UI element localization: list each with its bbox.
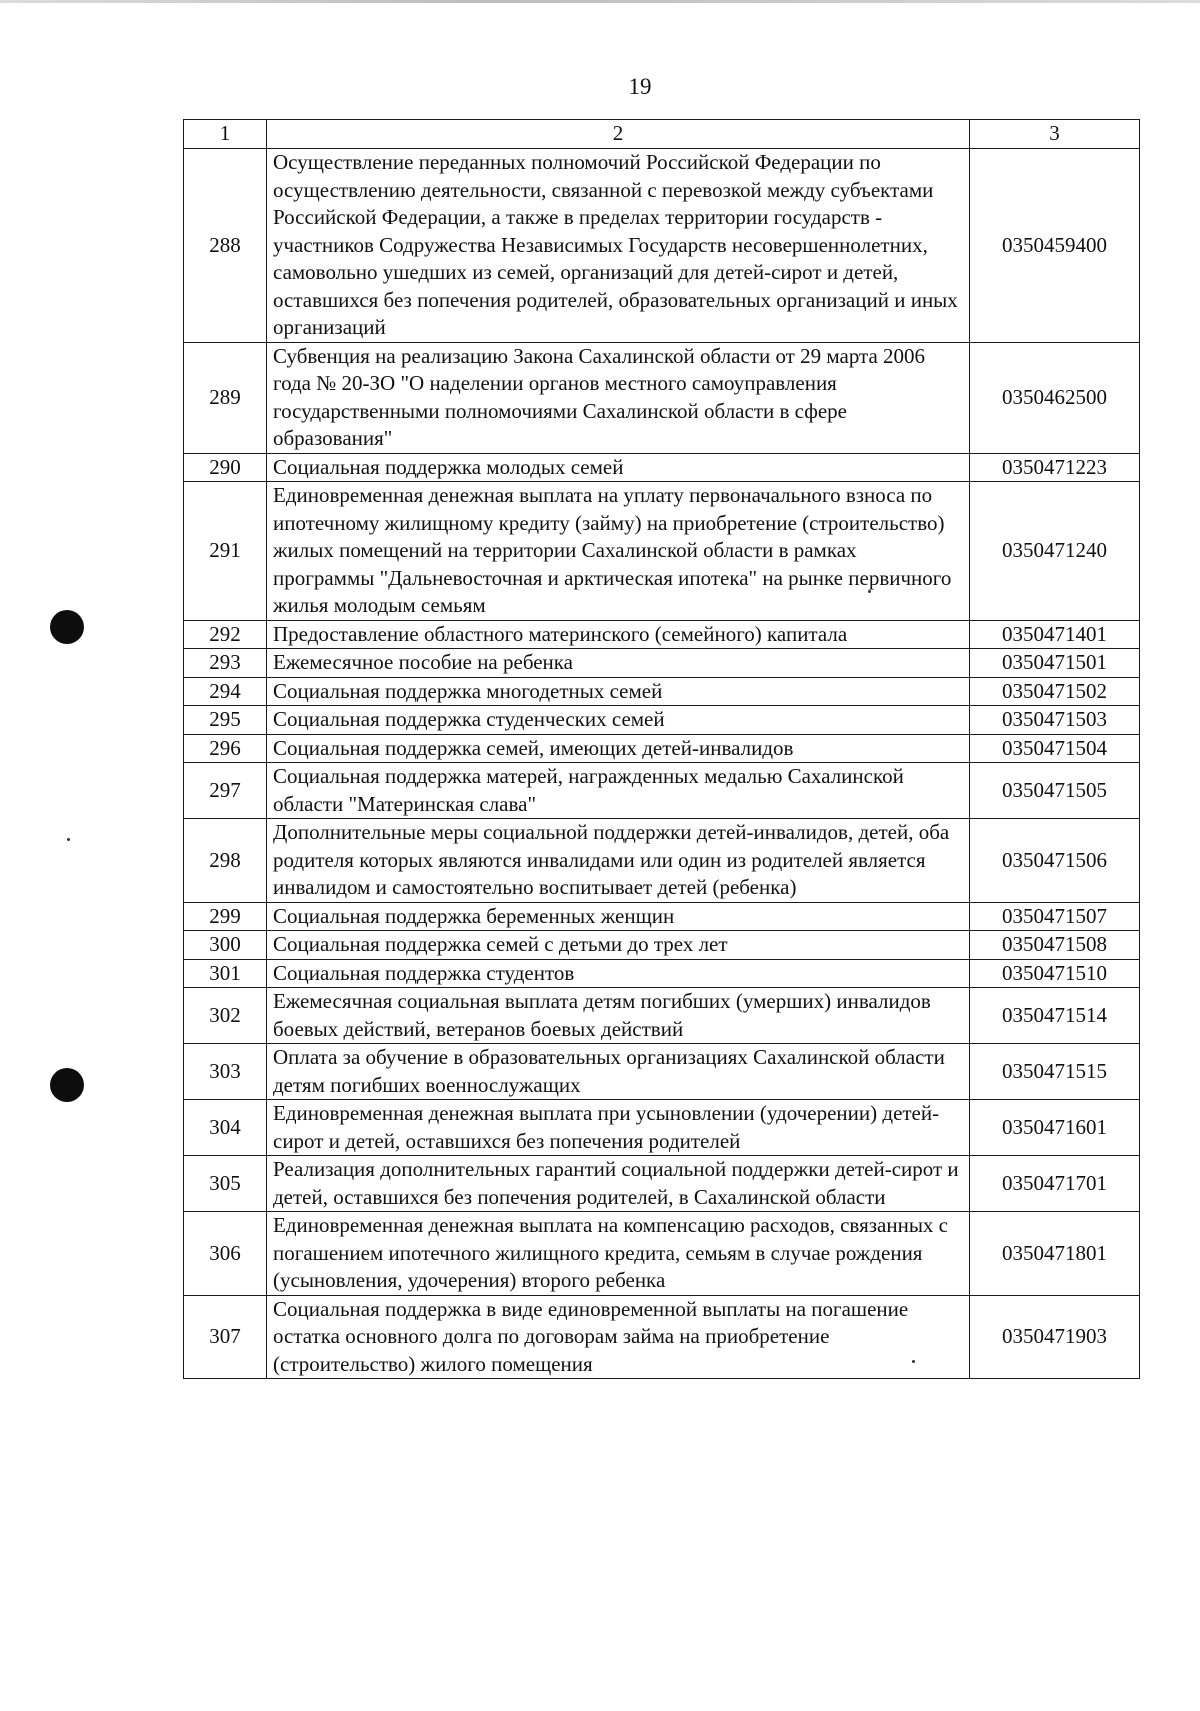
row-number-cell: 290: [184, 453, 267, 482]
row-number-cell: 295: [184, 706, 267, 735]
row-description-cell: Социальная поддержка беременных женщин: [267, 902, 970, 931]
row-code-cell: 0350471506: [970, 819, 1140, 903]
table-row: [184, 1100, 1140, 1156]
row-description-cell: Предоставление областного материнского (семейного) капитала: [267, 620, 970, 649]
row-number-cell: 288: [184, 149, 267, 343]
table-row: [184, 149, 1140, 343]
row-description-cell: Оплата за обучение в образовательных организациях Сахалинской области детям погибших военнослужащих: [267, 1044, 970, 1100]
row-code-cell: 0350471515: [970, 1044, 1140, 1100]
scan-top-edge: [0, 0, 1200, 3]
row-code-cell: 0350471601: [970, 1100, 1140, 1156]
row-code-cell: 0350471401: [970, 620, 1140, 649]
table-row: [184, 959, 1140, 988]
table-row: [184, 1044, 1140, 1100]
row-description-cell: Единовременная денежная выплата на уплату первоначального взноса по ипотечному жилищному кредиту (займу) на приобретение (строительство) жилых помещений на территории Сахалинской области в рамках программы "Дальневосточная и арктическая ипотека" на рынке первичного жилья молодым семьям: [267, 482, 970, 621]
row-description-cell: Единовременная денежная выплата на компенсацию расходов, связанных с погашением ипотечного жилищного кредита, семьям в случае рождения (усыновления, удочерения) второго ребенка: [267, 1212, 970, 1296]
row-number-cell: 299: [184, 902, 267, 931]
table-row: [184, 988, 1140, 1044]
row-code-cell: 0350471503: [970, 706, 1140, 735]
row-description-cell: Ежемесячная социальная выплата детям погибших (умерших) инвалидов боевых действий, ветеранов боевых действий: [267, 988, 970, 1044]
row-description-cell: Единовременная денежная выплата при усыновлении (удочерении) детей-сирот и детей, оставшихся без попечения родителей: [267, 1100, 970, 1156]
row-code-cell: 0350471510: [970, 959, 1140, 988]
budget-classification-table: [183, 119, 1140, 1379]
row-code-cell: 0350471501: [970, 649, 1140, 678]
row-number-cell: 291: [184, 482, 267, 621]
row-number-cell: 300: [184, 931, 267, 960]
row-code-cell: 0350471903: [970, 1295, 1140, 1379]
row-description-cell: Субвенция на реализацию Закона Сахалинской области от 29 марта 2006 года № 20-ЗО "О наделении органов местного самоуправления государственными полномочиями Сахалинской области в сфере образования": [267, 342, 970, 453]
punch-hole: [50, 610, 84, 644]
table-row: [184, 677, 1140, 706]
row-code-cell: 0350471504: [970, 734, 1140, 763]
row-number-cell: 305: [184, 1156, 267, 1212]
scan-speck: [67, 838, 70, 841]
table-row: [184, 819, 1140, 903]
table-body: [184, 149, 1140, 1379]
row-number-cell: 297: [184, 763, 267, 819]
table-row: [184, 706, 1140, 735]
row-description-cell: Социальная поддержка матерей, награжденных медалью Сахалинской области "Материнская слава": [267, 763, 970, 819]
row-description-cell: Социальная поддержка студенческих семей: [267, 706, 970, 735]
row-code-cell: 0350471502: [970, 677, 1140, 706]
row-code-cell: 0350459400: [970, 149, 1140, 343]
row-description-cell: Социальная поддержка многодетных семей: [267, 677, 970, 706]
row-number-cell: 298: [184, 819, 267, 903]
row-number-cell: 301: [184, 959, 267, 988]
page-number: 19: [628, 74, 652, 99]
row-number-cell: 302: [184, 988, 267, 1044]
table-row: [184, 763, 1140, 819]
table-row: [184, 902, 1140, 931]
row-code-cell: 0350471701: [970, 1156, 1140, 1212]
table-row: [184, 1295, 1140, 1379]
row-number-cell: 306: [184, 1212, 267, 1296]
row-number-cell: 292: [184, 620, 267, 649]
row-number-cell: 303: [184, 1044, 267, 1100]
punch-hole: [50, 1068, 84, 1102]
row-code-cell: 0350471507: [970, 902, 1140, 931]
row-number-cell: 304: [184, 1100, 267, 1156]
row-code-cell: 0350471801: [970, 1212, 1140, 1296]
row-number-cell: 296: [184, 734, 267, 763]
table-row: [184, 453, 1140, 482]
row-description-cell: Дополнительные меры социальной поддержки детей-инвалидов, детей, оба родителя которых являются инвалидами или один из родителей является инвалидом и самостоятельно воспитывает детей (ребенка): [267, 819, 970, 903]
table-row: [184, 342, 1140, 453]
row-description-cell: Социальная поддержка молодых семей: [267, 453, 970, 482]
row-code-cell: 0350462500: [970, 342, 1140, 453]
row-description-cell: Социальная поддержка семей с детьми до трех лет: [267, 931, 970, 960]
table-row: [184, 649, 1140, 678]
row-code-cell: 0350471223: [970, 453, 1140, 482]
row-description-cell: Реализация дополнительных гарантий социальной поддержки детей-сирот и детей, оставшихся без попечения родителей, в Сахалинской области: [267, 1156, 970, 1212]
column-header-description: 2: [267, 120, 970, 149]
row-code-cell: 0350471514: [970, 988, 1140, 1044]
row-description-cell: Социальная поддержка в виде единовременной выплаты на погашение остатка основного долга по договорам займа на приобретение (строительство) жилого помещения: [267, 1295, 970, 1379]
row-code-cell: 0350471240: [970, 482, 1140, 621]
table-row: [184, 1156, 1140, 1212]
table-row: [184, 734, 1140, 763]
row-description-cell: Социальная поддержка студентов: [267, 959, 970, 988]
column-header-number: 1: [184, 120, 267, 149]
row-code-cell: 0350471508: [970, 931, 1140, 960]
table-header-row: [184, 120, 1140, 149]
row-description-cell: Социальная поддержка семей, имеющих детей-инвалидов: [267, 734, 970, 763]
column-header-code: 3: [970, 120, 1140, 149]
row-number-cell: 294: [184, 677, 267, 706]
table-row: [184, 482, 1140, 621]
row-description-cell: Осуществление переданных полномочий Российской Федерации по осуществлению деятельности, связанной с перевозкой между субъектами Российской Федерации, а также в пределах территории государств - участников Содружества Независимых Государств несовершеннолетних, самовольно ушедших из семей, организаций для детей-сирот и детей, оставшихся без попечения родителей, образовательных организаций и иных организаций: [267, 149, 970, 343]
table-row: [184, 620, 1140, 649]
row-number-cell: 289: [184, 342, 267, 453]
row-code-cell: 0350471505: [970, 763, 1140, 819]
row-number-cell: 307: [184, 1295, 267, 1379]
row-number-cell: 293: [184, 649, 267, 678]
table-row: [184, 1212, 1140, 1296]
row-description-cell: Ежемесячное пособие на ребенка: [267, 649, 970, 678]
table-row: [184, 931, 1140, 960]
